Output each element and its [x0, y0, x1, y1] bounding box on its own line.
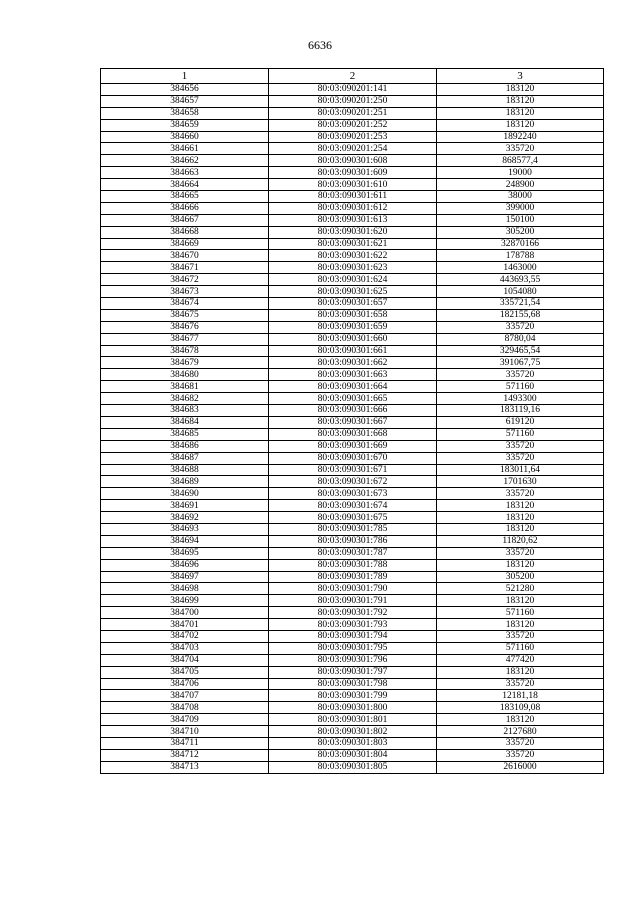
- table-row: [101, 250, 604, 262]
- cadastral-number-cell: 80:03:090201:254: [269, 143, 437, 155]
- cadastral-number-cell: 80:03:090301:792: [269, 607, 437, 619]
- value-cell: 335720: [437, 369, 604, 381]
- value-cell: 521280: [437, 583, 604, 595]
- row-number-cell: 384704: [101, 654, 269, 666]
- cadastral-number-cell: 80:03:090301:674: [269, 500, 437, 512]
- value-cell: 183109,08: [437, 702, 604, 714]
- value-cell: 305200: [437, 226, 604, 238]
- row-number-cell: 384701: [101, 619, 269, 631]
- cadastral-number-cell: 80:03:090301:797: [269, 666, 437, 678]
- row-number-cell: 384684: [101, 416, 269, 428]
- cadastral-number-cell: 80:03:090301:800: [269, 702, 437, 714]
- value-cell: 32870166: [437, 238, 604, 250]
- row-number-cell: 384698: [101, 583, 269, 595]
- row-number-cell: 384706: [101, 678, 269, 690]
- cadastral-number-cell: 80:03:090301:660: [269, 333, 437, 345]
- column-header-2: 2: [269, 69, 437, 84]
- cadastral-number-cell: 80:03:090301:803: [269, 737, 437, 749]
- cadastral-number-cell: 80:03:090201:252: [269, 119, 437, 131]
- cadastral-number-cell: 80:03:090301:671: [269, 464, 437, 476]
- row-number-cell: 384666: [101, 202, 269, 214]
- value-cell: 571160: [437, 428, 604, 440]
- table-row: [101, 155, 604, 167]
- table-row: [101, 357, 604, 369]
- column-header-1: 1: [101, 69, 269, 84]
- value-cell: 1701630: [437, 476, 604, 488]
- table-row: [101, 440, 604, 452]
- row-number-cell: 384675: [101, 309, 269, 321]
- table-row: [101, 179, 604, 191]
- cadastral-number-cell: 80:03:090301:623: [269, 262, 437, 274]
- table-row: [101, 642, 604, 654]
- cadastral-number-cell: 80:03:090301:663: [269, 369, 437, 381]
- table-row: [101, 583, 604, 595]
- cadastral-number-cell: 80:03:090301:785: [269, 523, 437, 535]
- cadastral-number-cell: 80:03:090301:801: [269, 714, 437, 726]
- cadastral-number-cell: 80:03:090301:608: [269, 155, 437, 167]
- value-cell: 183120: [437, 107, 604, 119]
- value-cell: 183120: [437, 512, 604, 524]
- cadastral-number-cell: 80:03:090301:657: [269, 298, 437, 310]
- table-row: [101, 95, 604, 107]
- cadastral-number-cell: 80:03:090301:624: [269, 274, 437, 286]
- cadastral-number-cell: 80:03:090301:798: [269, 678, 437, 690]
- cadastral-number-cell: 80:03:090301:799: [269, 690, 437, 702]
- table-row: [101, 191, 604, 203]
- table-row: [101, 535, 604, 547]
- table-row: [101, 512, 604, 524]
- cadastral-number-cell: 80:03:090301:786: [269, 535, 437, 547]
- row-number-cell: 384677: [101, 333, 269, 345]
- table-row: [101, 214, 604, 226]
- row-number-cell: 384693: [101, 523, 269, 535]
- cadastral-number-cell: 80:03:090301:664: [269, 381, 437, 393]
- cadastral-number-cell: 80:03:090301:804: [269, 749, 437, 761]
- cadastral-number-cell: 80:03:090301:667: [269, 416, 437, 428]
- table-row: [101, 309, 604, 321]
- cadastral-number-cell: 80:03:090301:802: [269, 726, 437, 738]
- value-cell: 183120: [437, 500, 604, 512]
- row-number-cell: 384686: [101, 440, 269, 452]
- value-cell: 2127680: [437, 726, 604, 738]
- row-number-cell: 384691: [101, 500, 269, 512]
- cadastral-number-cell: 80:03:090301:794: [269, 630, 437, 642]
- value-cell: 571160: [437, 607, 604, 619]
- row-number-cell: 384668: [101, 226, 269, 238]
- row-number-cell: 384692: [101, 512, 269, 524]
- cadastral-number-cell: 80:03:090301:788: [269, 559, 437, 571]
- value-cell: 619120: [437, 416, 604, 428]
- column-header-3: 3: [437, 69, 604, 84]
- table-row: [101, 345, 604, 357]
- cadastral-number-cell: 80:03:090301:787: [269, 547, 437, 559]
- value-cell: 335720: [437, 630, 604, 642]
- row-number-cell: 384694: [101, 535, 269, 547]
- value-cell: 11820,62: [437, 535, 604, 547]
- value-cell: 335720: [437, 321, 604, 333]
- row-number-cell: 384687: [101, 452, 269, 464]
- value-cell: 38000: [437, 191, 604, 203]
- cadastral-number-cell: 80:03:090301:661: [269, 345, 437, 357]
- cadastral-number-cell: 80:03:090301:669: [269, 440, 437, 452]
- cadastral-number-cell: 80:03:090301:670: [269, 452, 437, 464]
- value-cell: 399000: [437, 202, 604, 214]
- cadastral-number-cell: 80:03:090201:250: [269, 95, 437, 107]
- value-cell: 8780,04: [437, 333, 604, 345]
- row-number-cell: 384707: [101, 690, 269, 702]
- cadastral-number-cell: 80:03:090301:673: [269, 488, 437, 500]
- value-cell: 305200: [437, 571, 604, 583]
- table-row: [101, 84, 604, 96]
- cadastral-number-cell: 80:03:090301:662: [269, 357, 437, 369]
- table-row: [101, 452, 604, 464]
- value-cell: 335720: [437, 452, 604, 464]
- table-row: [101, 262, 604, 274]
- row-number-cell: 384705: [101, 666, 269, 678]
- table-row: [101, 749, 604, 761]
- table-row: [101, 298, 604, 310]
- value-cell: 19000: [437, 167, 604, 179]
- row-number-cell: 384665: [101, 191, 269, 203]
- table-row: [101, 369, 604, 381]
- table-row: [101, 143, 604, 155]
- row-number-cell: 384663: [101, 167, 269, 179]
- cadastral-number-cell: 80:03:090201:253: [269, 131, 437, 143]
- value-cell: 183120: [437, 666, 604, 678]
- value-cell: 183120: [437, 95, 604, 107]
- value-cell: 477420: [437, 654, 604, 666]
- value-cell: 335720: [437, 488, 604, 500]
- cadastral-number-cell: 80:03:090301:795: [269, 642, 437, 654]
- table-row: [101, 428, 604, 440]
- row-number-cell: 384656: [101, 84, 269, 96]
- row-number-cell: 384682: [101, 393, 269, 405]
- value-cell: 183011,64: [437, 464, 604, 476]
- row-number-cell: 384669: [101, 238, 269, 250]
- row-number-cell: 384689: [101, 476, 269, 488]
- row-number-cell: 384683: [101, 405, 269, 417]
- cadastral-number-cell: 80:03:090301:611: [269, 191, 437, 203]
- row-number-cell: 384711: [101, 737, 269, 749]
- table-row: [101, 238, 604, 250]
- value-cell: 12181,18: [437, 690, 604, 702]
- value-cell: 335721,54: [437, 298, 604, 310]
- row-number-cell: 384661: [101, 143, 269, 155]
- cadastral-number-cell: 80:03:090301:610: [269, 179, 437, 191]
- row-number-cell: 384674: [101, 298, 269, 310]
- table-row: [101, 488, 604, 500]
- row-number-cell: 384660: [101, 131, 269, 143]
- value-cell: 335720: [437, 737, 604, 749]
- cadastral-number-cell: 80:03:090301:622: [269, 250, 437, 262]
- table-row: [101, 202, 604, 214]
- table-row: [101, 286, 604, 298]
- cadastral-number-cell: 80:03:090301:793: [269, 619, 437, 631]
- table-row: [101, 393, 604, 405]
- cadastral-number-cell: 80:03:090301:665: [269, 393, 437, 405]
- value-cell: 391067,75: [437, 357, 604, 369]
- value-cell: 1892240: [437, 131, 604, 143]
- row-number-cell: 384664: [101, 179, 269, 191]
- table-row: [101, 405, 604, 417]
- cadastral-number-cell: 80:03:090301:666: [269, 405, 437, 417]
- table-row: [101, 737, 604, 749]
- cadastral-number-cell: 80:03:090301:791: [269, 595, 437, 607]
- row-number-cell: 384658: [101, 107, 269, 119]
- value-cell: 329465,54: [437, 345, 604, 357]
- cadastral-number-cell: 80:03:090301:805: [269, 761, 437, 773]
- row-number-cell: 384690: [101, 488, 269, 500]
- value-cell: 183120: [437, 714, 604, 726]
- value-cell: 1493300: [437, 393, 604, 405]
- cadastral-number-cell: 80:03:090301:620: [269, 226, 437, 238]
- table-row: [101, 274, 604, 286]
- row-number-cell: 384710: [101, 726, 269, 738]
- table-row: [101, 714, 604, 726]
- row-number-cell: 384702: [101, 630, 269, 642]
- cadastral-number-cell: 80:03:090301:625: [269, 286, 437, 298]
- value-cell: 183120: [437, 595, 604, 607]
- cadastral-number-cell: 80:03:090301:668: [269, 428, 437, 440]
- row-number-cell: 384676: [101, 321, 269, 333]
- table-row: [101, 131, 604, 143]
- row-number-cell: 384713: [101, 761, 269, 773]
- cadastral-number-cell: 80:03:090201:251: [269, 107, 437, 119]
- value-cell: 150100: [437, 214, 604, 226]
- page-number: 6636: [308, 38, 332, 52]
- value-cell: 1054080: [437, 286, 604, 298]
- table-row: [101, 226, 604, 238]
- cadastral-value-table: [100, 68, 604, 774]
- row-number-cell: 384708: [101, 702, 269, 714]
- value-cell: 335720: [437, 440, 604, 452]
- table-row: [101, 571, 604, 583]
- cadastral-number-cell: 80:03:090301:609: [269, 167, 437, 179]
- table-header-row: [101, 69, 604, 84]
- value-cell: 335720: [437, 547, 604, 559]
- row-number-cell: 384712: [101, 749, 269, 761]
- value-cell: 183120: [437, 559, 604, 571]
- value-cell: 248900: [437, 179, 604, 191]
- row-number-cell: 384680: [101, 369, 269, 381]
- cadastral-number-cell: 80:03:090301:613: [269, 214, 437, 226]
- table-row: [101, 416, 604, 428]
- row-number-cell: 384685: [101, 428, 269, 440]
- table-row: [101, 595, 604, 607]
- row-number-cell: 384671: [101, 262, 269, 274]
- row-number-cell: 384659: [101, 119, 269, 131]
- table-body: [101, 84, 604, 774]
- value-cell: 183119,16: [437, 405, 604, 417]
- row-number-cell: 384695: [101, 547, 269, 559]
- value-cell: 183120: [437, 119, 604, 131]
- row-number-cell: 384673: [101, 286, 269, 298]
- cadastral-number-cell: 80:03:090301:796: [269, 654, 437, 666]
- value-cell: 178788: [437, 250, 604, 262]
- cadastral-number-cell: 80:03:090301:658: [269, 309, 437, 321]
- value-cell: 2616000: [437, 761, 604, 773]
- table-row: [101, 630, 604, 642]
- row-number-cell: 384672: [101, 274, 269, 286]
- table-row: [101, 654, 604, 666]
- row-number-cell: 384696: [101, 559, 269, 571]
- row-number-cell: 384699: [101, 595, 269, 607]
- table-row: [101, 619, 604, 631]
- value-cell: 571160: [437, 642, 604, 654]
- table-row: [101, 167, 604, 179]
- table-row: [101, 321, 604, 333]
- value-cell: 183120: [437, 619, 604, 631]
- table-row: [101, 464, 604, 476]
- cadastral-number-cell: 80:03:090201:141: [269, 84, 437, 96]
- table-row: [101, 523, 604, 535]
- table-row: [101, 726, 604, 738]
- cadastral-number-cell: 80:03:090301:789: [269, 571, 437, 583]
- row-number-cell: 384657: [101, 95, 269, 107]
- table-row: [101, 107, 604, 119]
- row-number-cell: 384679: [101, 357, 269, 369]
- row-number-cell: 384678: [101, 345, 269, 357]
- value-cell: 1463000: [437, 262, 604, 274]
- table-row: [101, 476, 604, 488]
- table-row: [101, 678, 604, 690]
- value-cell: 335720: [437, 678, 604, 690]
- row-number-cell: 384703: [101, 642, 269, 654]
- table-row: [101, 381, 604, 393]
- value-cell: 571160: [437, 381, 604, 393]
- cadastral-number-cell: 80:03:090301:790: [269, 583, 437, 595]
- table-row: [101, 607, 604, 619]
- row-number-cell: 384709: [101, 714, 269, 726]
- row-number-cell: 384667: [101, 214, 269, 226]
- table-row: [101, 559, 604, 571]
- table-row: [101, 333, 604, 345]
- cadastral-number-cell: 80:03:090301:621: [269, 238, 437, 250]
- value-cell: 183120: [437, 523, 604, 535]
- cadastral-number-cell: 80:03:090301:659: [269, 321, 437, 333]
- row-number-cell: 384662: [101, 155, 269, 167]
- row-number-cell: 384670: [101, 250, 269, 262]
- row-number-cell: 384681: [101, 381, 269, 393]
- cadastral-number-cell: 80:03:090301:672: [269, 476, 437, 488]
- table-row: [101, 702, 604, 714]
- value-cell: 335720: [437, 749, 604, 761]
- table-row: [101, 500, 604, 512]
- table-row: [101, 666, 604, 678]
- table-row: [101, 690, 604, 702]
- table-row: [101, 547, 604, 559]
- cadastral-number-cell: 80:03:090301:612: [269, 202, 437, 214]
- row-number-cell: 384700: [101, 607, 269, 619]
- table-row: [101, 119, 604, 131]
- value-cell: 335720: [437, 143, 604, 155]
- row-number-cell: 384697: [101, 571, 269, 583]
- row-number-cell: 384688: [101, 464, 269, 476]
- value-cell: 182155,68: [437, 309, 604, 321]
- value-cell: 868577,4: [437, 155, 604, 167]
- value-cell: 183120: [437, 84, 604, 96]
- table-row: [101, 761, 604, 773]
- cadastral-number-cell: 80:03:090301:675: [269, 512, 437, 524]
- value-cell: 443693,55: [437, 274, 604, 286]
